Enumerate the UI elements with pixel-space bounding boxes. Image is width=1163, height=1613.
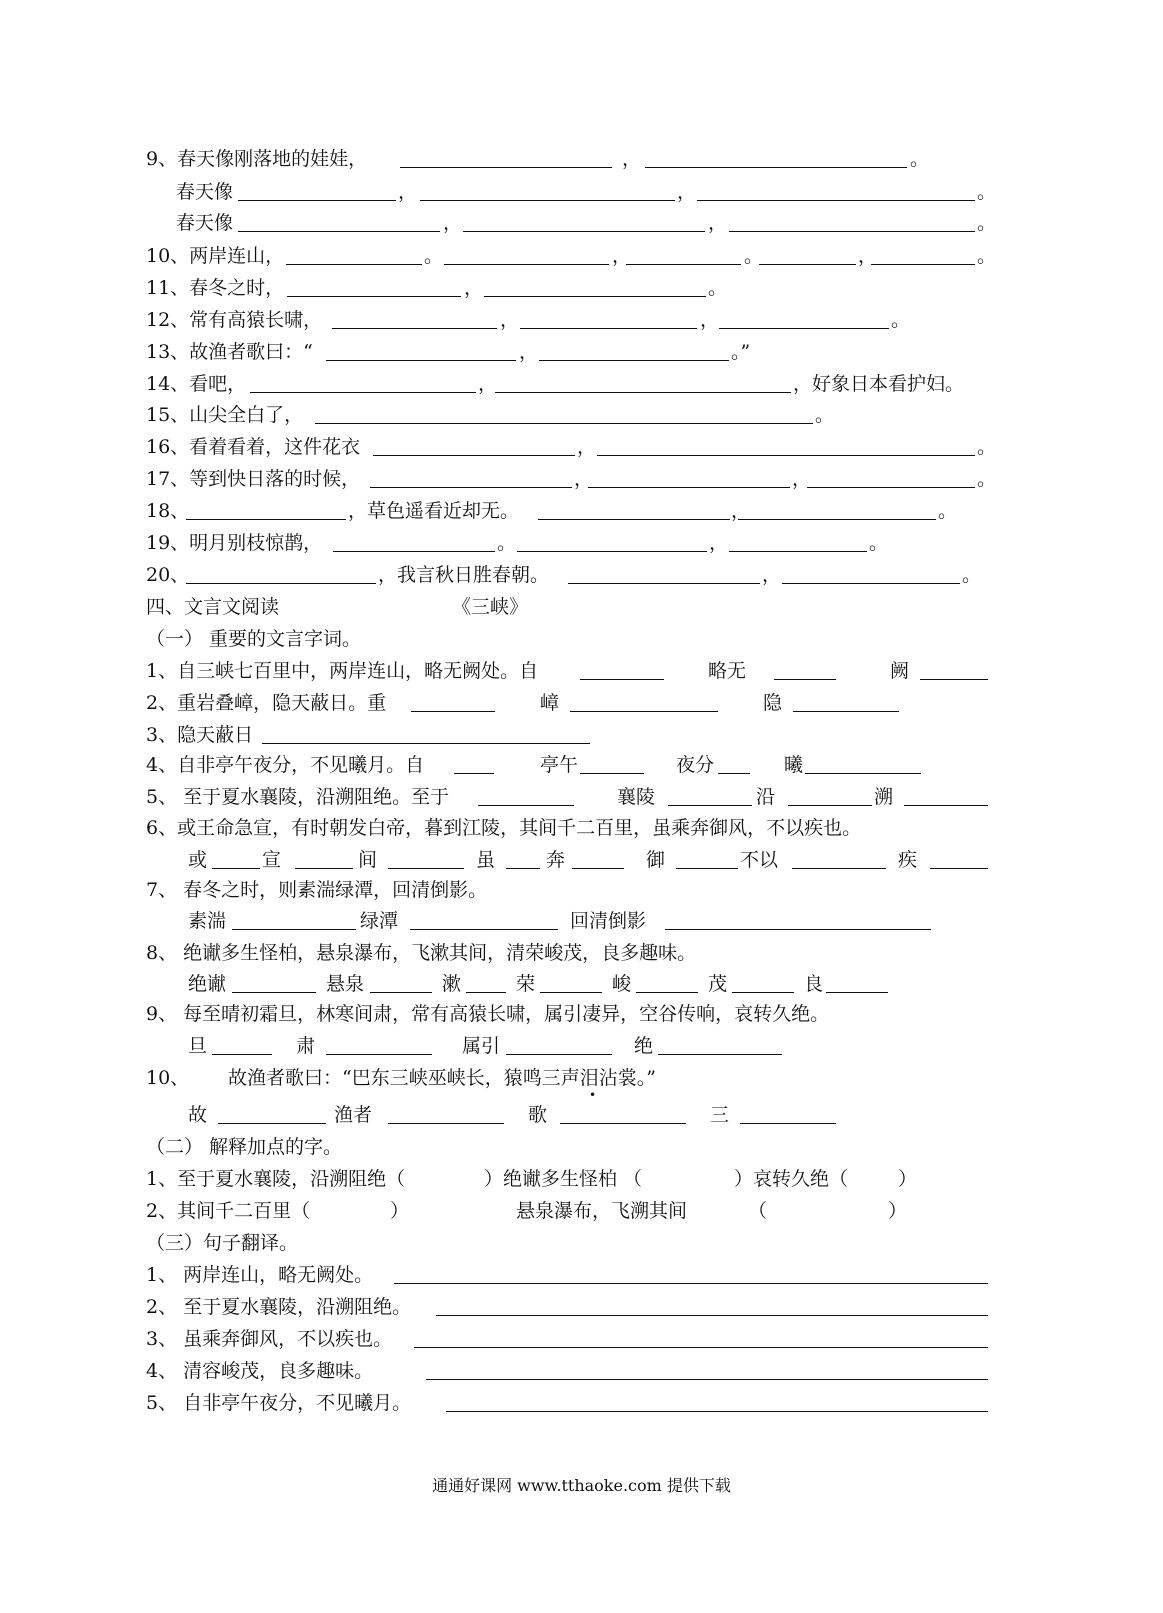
question-11: 11、春冬之时， ， 。 bbox=[146, 277, 728, 299]
answer-blank[interactable] bbox=[332, 328, 497, 329]
answer-blank[interactable] bbox=[636, 992, 698, 993]
question-text: 9、春天像刚落地的娃娃， bbox=[146, 148, 368, 170]
answer-blank[interactable] bbox=[388, 868, 464, 869]
answer-blank[interactable] bbox=[286, 264, 422, 265]
section-title: 四、文言文阅读 bbox=[146, 596, 280, 618]
question-13: 13、故渔者歌曰：“ ， 。” bbox=[146, 341, 751, 363]
question-15: 15、山尖全白了， 。 bbox=[146, 404, 835, 426]
answer-blank[interactable] bbox=[597, 455, 975, 456]
question-17: 17、等到快日落的时候， ， ， 。 bbox=[146, 468, 997, 490]
answer-blank[interactable] bbox=[287, 296, 461, 297]
translate-question-3: 3、 虽乘奔御风，不以疾也。 bbox=[0, 1324, 1163, 1354]
answer-blank[interactable] bbox=[580, 679, 664, 680]
answer-blank[interactable] bbox=[540, 992, 602, 993]
word-question-4: 4、自非亭午夜分，不见曦月。自 亭午 夜分 曦 bbox=[0, 750, 1163, 780]
answer-blank[interactable] bbox=[212, 868, 260, 869]
answer-blank[interactable] bbox=[871, 264, 975, 265]
answer-blank[interactable] bbox=[463, 231, 705, 232]
answer-blank[interactable] bbox=[539, 360, 729, 361]
question-9: 9、春天像刚落地的娃娃， ， 。 bbox=[0, 144, 1163, 174]
answer-blank[interactable] bbox=[697, 200, 975, 201]
word-question-8-words: 绝谳 悬泉 漱 荣 峻 茂 良 bbox=[0, 969, 1163, 999]
answer-blank[interactable] bbox=[333, 551, 495, 552]
answer-blank[interactable] bbox=[560, 1123, 686, 1124]
question-9-line-3: 春天像 ， ， 。 bbox=[176, 212, 997, 234]
text-title: 《三峡》 bbox=[452, 596, 529, 618]
word-question-10-words: 故 渔者 歌 三 bbox=[0, 1100, 1163, 1130]
translate-question-1: 1、 两岸连山，略无阙处。 bbox=[0, 1260, 1163, 1290]
footer-credit: 通通好课网 www.tthaoke.com 提供下载 bbox=[432, 1476, 731, 1495]
question-14: 14、看吧， ， ，好象日本看护妇。 bbox=[146, 373, 965, 395]
answer-blank[interactable] bbox=[218, 1123, 326, 1124]
answer-blank[interactable] bbox=[444, 264, 609, 265]
answer-blank[interactable] bbox=[520, 328, 697, 329]
answer-blank[interactable] bbox=[538, 519, 730, 520]
answer-blank[interactable] bbox=[373, 455, 575, 456]
answer-blank[interactable] bbox=[436, 1315, 988, 1316]
word-question-3: 3、隐天蔽日 bbox=[0, 720, 1163, 750]
answer-blank[interactable] bbox=[370, 487, 572, 488]
word-question-1: 1、自三峡七百里中，两岸连山，略无阙处。自 略无 阙 bbox=[0, 656, 1163, 686]
answer-blank[interactable] bbox=[426, 1379, 988, 1380]
question-12: 12、常有高猿长啸， ， ， 。 bbox=[146, 309, 911, 331]
question-16: 16、看着看着，这件花衣 ， 。 bbox=[146, 436, 997, 458]
answer-blank[interactable] bbox=[732, 992, 794, 993]
section-heading bbox=[0, 592, 1163, 622]
answer-blank[interactable] bbox=[588, 487, 790, 488]
answer-blank[interactable] bbox=[738, 519, 936, 520]
explain-question-1: 1、至于夏水襄陵，沿溯阻绝（ ）绝谳多生怪柏 （ ）哀转久绝（ ） bbox=[146, 1168, 918, 1190]
answer-blank[interactable] bbox=[484, 296, 706, 297]
answer-blank[interactable] bbox=[370, 992, 432, 993]
answer-blank[interactable] bbox=[262, 743, 590, 744]
answer-blank[interactable] bbox=[400, 167, 612, 168]
answer-blank[interactable] bbox=[315, 423, 813, 424]
answer-blank[interactable] bbox=[238, 231, 440, 232]
answer-blank[interactable] bbox=[676, 868, 738, 869]
answer-blank[interactable] bbox=[232, 929, 356, 930]
answer-blank[interactable] bbox=[580, 773, 644, 774]
word-question-8: 8、 绝谳多生怪柏，悬泉瀑布，飞漱其间，清荣峻茂，良多趣味。 bbox=[146, 942, 697, 964]
answer-blank[interactable] bbox=[572, 868, 624, 869]
answer-blank[interactable] bbox=[411, 711, 495, 712]
question-20: 20、 ，我言秋日胜春朝。 ， 。 bbox=[146, 564, 982, 586]
part-heading: （三）句子翻译。 bbox=[146, 1232, 299, 1254]
answer-blank[interactable] bbox=[506, 1054, 612, 1055]
answer-blank[interactable] bbox=[506, 868, 540, 869]
answer-blank[interactable] bbox=[729, 231, 975, 232]
answer-blank[interactable] bbox=[232, 992, 316, 993]
answer-blank[interactable] bbox=[665, 929, 931, 930]
answer-blank[interactable] bbox=[626, 264, 741, 265]
answer-blank[interactable] bbox=[740, 1123, 836, 1124]
answer-blank[interactable] bbox=[807, 487, 975, 488]
part-heading: （二） 解释加点的字。 bbox=[146, 1136, 343, 1158]
word-question-6: 6、或王命急宣，有时朝发白帝，暮到江陵，其间千二百里，虽乘奔御风，不以疾也。 bbox=[146, 817, 862, 839]
translate-question-2: 2、 至于夏水襄陵，沿溯阻绝。 bbox=[0, 1292, 1163, 1322]
answer-blank[interactable] bbox=[645, 167, 907, 168]
answer-blank[interactable] bbox=[568, 583, 760, 584]
answer-blank[interactable] bbox=[826, 992, 888, 993]
word-question-9: 9、 每至晴初霜旦，林寒间肃，常有高猿长啸，属引凄异，空谷传响，哀转久绝。 bbox=[146, 1003, 830, 1025]
word-question-9-words: 旦 肃 属引 绝 bbox=[0, 1031, 1163, 1061]
question-19: 19、明月别枝惊鹊， 。 ， 。 bbox=[146, 532, 889, 554]
word-question-7-words: 素湍 绿潭 回清倒影 bbox=[0, 906, 1163, 936]
answer-blank[interactable] bbox=[212, 1054, 272, 1055]
translate-question-4: 4、 清容峻茂，良多趣味。 bbox=[0, 1356, 1163, 1386]
answer-blank[interactable] bbox=[388, 1123, 504, 1124]
answer-blank[interactable] bbox=[326, 1054, 432, 1055]
answer-blank[interactable] bbox=[446, 1411, 988, 1412]
explain-question-2: 2、其间千二百里（ ） 悬泉瀑布，飞溯其间 （ ） bbox=[146, 1200, 908, 1222]
answer-blank[interactable] bbox=[326, 360, 516, 361]
part-heading: （一） 重要的文言字词。 bbox=[146, 628, 362, 650]
answer-blank[interactable] bbox=[570, 711, 718, 712]
answer-blank[interactable] bbox=[186, 583, 376, 584]
answer-blank[interactable] bbox=[295, 868, 353, 869]
answer-blank[interactable] bbox=[394, 1283, 988, 1284]
answer-blank[interactable] bbox=[805, 773, 921, 774]
answer-blank[interactable] bbox=[186, 519, 346, 520]
answer-blank[interactable] bbox=[495, 392, 791, 393]
answer-blank[interactable] bbox=[719, 328, 889, 329]
answer-blank[interactable] bbox=[729, 551, 867, 552]
answer-blank[interactable] bbox=[517, 551, 707, 552]
word-question-5: 5、 至于夏水襄陵，沿溯阻绝。至于 襄陵 沿 溯 bbox=[0, 782, 1163, 812]
answer-blank[interactable] bbox=[658, 1054, 782, 1055]
answer-blank[interactable] bbox=[454, 773, 494, 774]
word-question-10: 10、 故渔者歌曰：“巴东三峡巫峡长，猿鸣三声泪沾裳。” • bbox=[146, 1067, 656, 1102]
answer-blank[interactable] bbox=[920, 679, 988, 680]
answer-blank[interactable] bbox=[466, 992, 506, 993]
answer-blank[interactable] bbox=[930, 868, 988, 869]
question-18: 18、 ，草色遥看近却无。 ， 。 bbox=[146, 500, 958, 522]
answer-blank[interactable] bbox=[904, 805, 988, 806]
word-question-7: 7、 春冬之时，则素湍绿潭，回清倒影。 bbox=[146, 879, 488, 901]
question-9-line-2: 春天像 ， ， 。 bbox=[176, 181, 997, 203]
answer-blank[interactable] bbox=[414, 1347, 988, 1348]
word-question-6-words: 或 宣 间 虽 奔 御 不以 疾 bbox=[0, 845, 1163, 875]
word-question-2: 2、重岩叠嶂，隐天蔽日。重 嶂 隐 bbox=[0, 688, 1163, 718]
translate-question-5: 5、 自非亭午夜分，不见曦月。 bbox=[0, 1388, 1163, 1418]
answer-blank[interactable] bbox=[792, 868, 886, 869]
emphasis-dot: • bbox=[589, 1088, 597, 1102]
answer-blank[interactable] bbox=[250, 392, 476, 393]
answer-blank[interactable] bbox=[788, 805, 872, 806]
answer-blank[interactable] bbox=[410, 929, 558, 930]
answer-blank[interactable] bbox=[420, 200, 675, 201]
answer-blank[interactable] bbox=[478, 805, 574, 806]
answer-blank[interactable] bbox=[759, 264, 856, 265]
answer-blank[interactable] bbox=[238, 200, 396, 201]
question-10: 10、两岸连山， 。 ， 。 ， 。 bbox=[146, 245, 997, 267]
answer-blank[interactable] bbox=[774, 679, 836, 680]
answer-blank[interactable] bbox=[668, 805, 752, 806]
answer-blank[interactable] bbox=[782, 583, 960, 584]
answer-blank[interactable] bbox=[793, 711, 899, 712]
answer-blank[interactable] bbox=[718, 773, 750, 774]
